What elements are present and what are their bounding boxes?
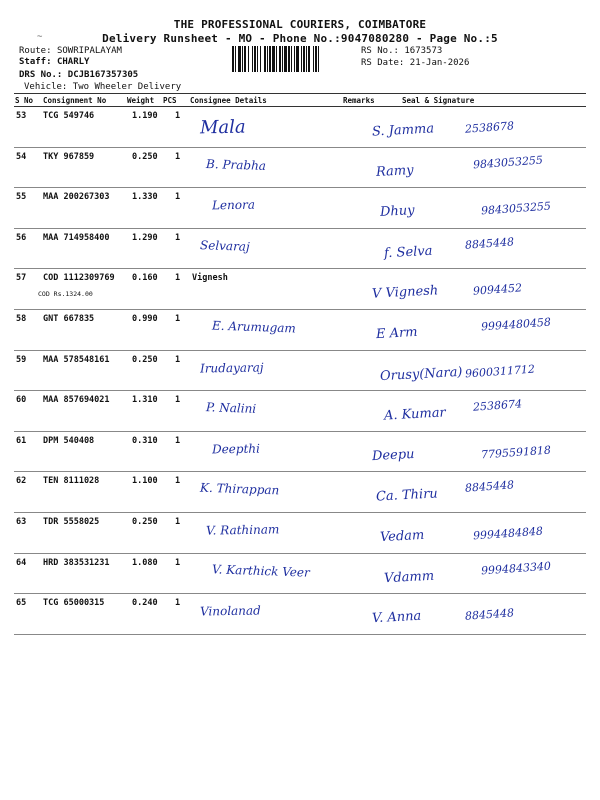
col-pcs: PCS xyxy=(163,96,177,105)
handwritten-phone-number: 9994480458 xyxy=(480,315,552,334)
row-weight: 0.990 xyxy=(132,314,158,324)
row-sno: 59 xyxy=(16,354,27,365)
handwritten-phone-number: 2538674 xyxy=(472,397,523,414)
col-weight: Weight xyxy=(127,96,155,105)
row-pcs: 1 xyxy=(175,598,181,609)
row-sno: 61 xyxy=(16,435,27,446)
handwritten-signature: Ca. Thiru xyxy=(375,486,439,505)
row-weight: 1.080 xyxy=(132,557,158,568)
row-sno: 54 xyxy=(16,151,27,162)
col-consignee: Consignee Details xyxy=(190,96,267,105)
row-pcs: 1 xyxy=(175,273,181,284)
handwritten-phone-number: 8845448 xyxy=(464,478,515,496)
handwritten-phone-number: 9994843340 xyxy=(480,559,552,578)
handwritten-consignee-name: K. Thirappan xyxy=(199,481,280,498)
row-sno: 64 xyxy=(16,557,27,568)
staff-label: Staff: xyxy=(19,57,52,67)
table-row xyxy=(0,432,600,473)
handwritten-consignee-name: Irudayaraj xyxy=(199,360,264,376)
table-row xyxy=(0,107,600,148)
company-title: THE PROFESSIONAL COURIERS, COIMBATORE xyxy=(173,18,427,31)
col-remarks: Remarks xyxy=(343,96,375,105)
rs-no-value: 1673573 xyxy=(404,46,443,56)
handwritten-signature: A. Kumar xyxy=(383,405,447,424)
rs-no-line xyxy=(361,47,442,56)
handwritten-phone-number: 8845448 xyxy=(464,235,515,252)
handwritten-signature: Vdamm xyxy=(383,568,435,586)
row-weight: 1.290 xyxy=(132,232,158,243)
table-row xyxy=(0,513,600,554)
row-consignment: HRD 383531231 xyxy=(43,557,110,568)
row-sno: 60 xyxy=(16,395,27,406)
handwritten-signature: Ramy xyxy=(375,162,414,180)
row-consignment: TCG 549746 xyxy=(43,111,95,121)
route-label: Route: xyxy=(19,46,52,56)
rs-no-label: RS No.: xyxy=(361,46,399,56)
handwritten-consignee-name: Lenora xyxy=(211,197,256,213)
row-consignment: MAA 578548161 xyxy=(43,354,110,365)
row-consignment: GNT 667835 xyxy=(43,314,95,324)
staff-value: CHARLY xyxy=(56,57,90,67)
handwritten-consignee-name: V. Rathinam xyxy=(205,522,280,538)
row-consignment: TKY 967859 xyxy=(43,151,95,162)
handwritten-signature: f. Selva xyxy=(383,243,433,262)
row-weight: 0.250 xyxy=(132,517,158,527)
vehicle-line xyxy=(24,83,181,92)
row-pcs: 1 xyxy=(175,354,181,365)
row-divider xyxy=(14,634,586,635)
row-sno: 55 xyxy=(16,192,27,203)
handwritten-phone-number: 9094452 xyxy=(472,281,523,299)
row-sno: 63 xyxy=(16,517,27,527)
handwritten-signature: Vedam xyxy=(379,527,425,546)
handwritten-phone-number: 7795591818 xyxy=(480,443,552,462)
table-row xyxy=(0,310,600,351)
row-sno: 56 xyxy=(16,232,27,243)
table-row xyxy=(0,554,600,595)
row-pcs: 1 xyxy=(175,476,181,487)
row-pcs: 1 xyxy=(175,557,181,568)
row-consignment: MAA 200267303 xyxy=(43,192,110,203)
col-seal: Seal & Signature xyxy=(402,96,475,105)
vehicle-value: Two Wheeler Delivery xyxy=(72,82,182,92)
row-consignment: DPM 540408 xyxy=(43,435,95,446)
handwritten-phone-number: 9843053255 xyxy=(480,199,552,218)
handwritten-consignee-name: P. Nalini xyxy=(205,400,257,417)
row-pcs: 1 xyxy=(175,435,181,446)
row-weight: 0.160 xyxy=(132,273,158,284)
header-top-rule xyxy=(14,93,586,94)
rs-date-label: RS Date: xyxy=(361,58,405,68)
col-sno: S No xyxy=(15,96,34,105)
row-weight: 1.330 xyxy=(132,192,158,203)
row-consignment: COD 1112309769 xyxy=(43,273,115,284)
handwritten-consignee-name: Deepthi xyxy=(211,441,261,457)
row-sno: 57 xyxy=(16,273,27,284)
row-sno: 62 xyxy=(16,476,27,487)
row-weight: 1.310 xyxy=(132,395,158,406)
table-row xyxy=(0,351,600,392)
row-weight: 1.100 xyxy=(132,476,158,487)
handwritten-phone-number: 9843053255 xyxy=(472,153,544,172)
row-weight: 0.240 xyxy=(132,598,158,609)
row-pcs: 1 xyxy=(175,232,181,243)
runsheet-subtitle: Delivery Runsheet - MO - Phone No.:9047080280 - Page No.:5 xyxy=(102,32,498,45)
row-consignment: TEN 8111028 xyxy=(43,476,100,487)
handwritten-consignee-name: Selvaraj xyxy=(199,237,250,254)
drs-value: DCJB167357305 xyxy=(67,70,139,80)
row-sno: 65 xyxy=(16,598,27,609)
table-row xyxy=(0,148,600,189)
row-consignment: TCG 65000315 xyxy=(43,598,105,609)
rs-date-line xyxy=(361,59,469,68)
barcode xyxy=(232,46,358,72)
row-pcs: 1 xyxy=(175,192,181,203)
handwritten-phone-number: 8845448 xyxy=(464,606,515,623)
handwritten-signature: E Arm xyxy=(375,324,418,343)
handwritten-signature: V Vignesh xyxy=(371,283,439,303)
col-consignment: Consignment No xyxy=(43,96,107,105)
handwritten-signature: Deepu xyxy=(371,446,415,464)
row-weight: 0.310 xyxy=(132,435,158,446)
row-pcs: 1 xyxy=(175,111,181,121)
table-row xyxy=(0,391,600,432)
handwritten-signature: Dhuy xyxy=(379,203,415,221)
row-sno: 58 xyxy=(16,314,27,324)
handwritten-consignee-name: Mala xyxy=(199,116,246,139)
staff-line xyxy=(19,58,89,67)
row-consignment: MAA 857694021 xyxy=(43,395,110,406)
row-consignment: MAA 714958400 xyxy=(43,232,110,243)
handwritten-phone-number: 9600311712 xyxy=(464,362,536,381)
row-sno: 53 xyxy=(16,111,27,121)
vehicle-label: Vehicle: xyxy=(24,82,68,92)
handwritten-phone-number: 2538678 xyxy=(464,119,515,136)
handwritten-signature: S. Jamma xyxy=(371,121,435,140)
row-pcs: 1 xyxy=(175,395,181,406)
row-weight: 0.250 xyxy=(132,151,158,162)
route-value: SOWRIPALAYAM xyxy=(56,46,122,56)
row-consignment: TDR 5558025 xyxy=(43,517,100,527)
handwritten-phone-number: 9994484848 xyxy=(472,524,544,543)
drs-line xyxy=(19,71,138,80)
handwritten-signature: Orusy(Nara) xyxy=(379,364,463,384)
table-row xyxy=(0,594,600,635)
table-row xyxy=(0,269,600,310)
handwritten-consignee-name: B. Prabha xyxy=(205,156,267,173)
scan-mark: ~ xyxy=(37,32,43,42)
row-pcs: 1 xyxy=(175,517,181,527)
handwritten-consignee-name: V. Karthick Veer xyxy=(211,561,310,580)
row-consignee: Vignesh xyxy=(192,273,228,284)
row-pcs: 1 xyxy=(175,314,181,324)
route-line xyxy=(19,47,122,56)
handwritten-signature: V. Anna xyxy=(371,608,422,627)
drs-label: DRS No.: xyxy=(19,70,63,80)
row-weight: 0.250 xyxy=(132,354,158,365)
row-weight: 1.190 xyxy=(132,111,158,121)
row-pcs: 1 xyxy=(175,151,181,162)
handwritten-consignee-name: Vinolanad xyxy=(199,603,261,619)
table-row xyxy=(0,472,600,513)
cod-amount: COD Rs.1324.00 xyxy=(38,290,93,299)
table-row xyxy=(0,229,600,270)
handwritten-consignee-name: E. Arumugam xyxy=(211,318,297,336)
rs-date-value: 21-Jan-2026 xyxy=(409,58,470,68)
table-row xyxy=(0,188,600,229)
